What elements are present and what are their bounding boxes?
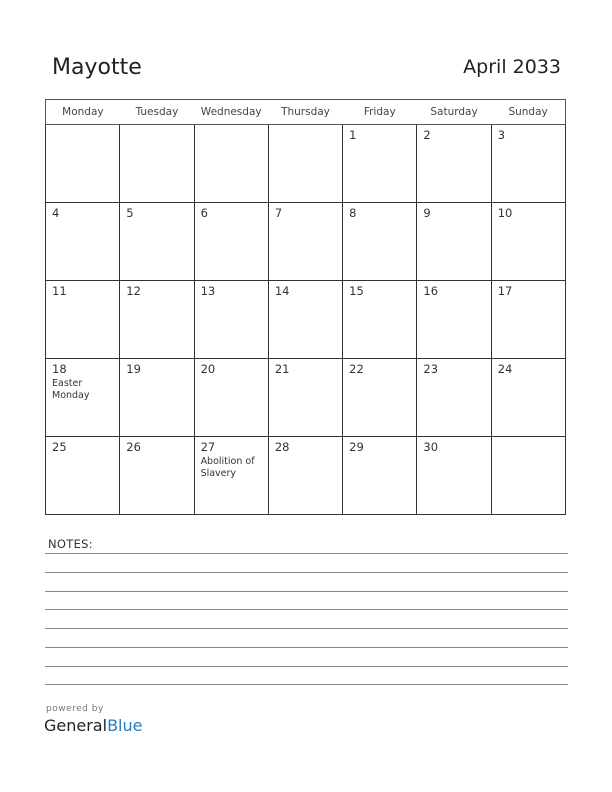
weekday-header-row [46,100,566,125]
day-cell [491,281,565,359]
day-number: 2 [423,128,431,142]
day-number: 11 [52,284,67,298]
day-cell [194,203,268,281]
week-row [46,437,566,515]
day-number: 30 [423,440,439,454]
day-cell [268,437,342,515]
day-number: 12 [126,284,141,298]
day-cell [343,125,417,203]
day-cell [343,359,417,437]
note-line [45,666,568,667]
note-line [45,553,568,554]
holiday-label: Easter Monday [52,378,90,401]
day-cell [491,125,565,203]
calendar-grid [45,99,566,515]
day-cell [194,281,268,359]
brand-blue: Blue [107,716,143,735]
note-line [45,684,568,685]
day-number: 21 [274,362,290,376]
day-number: 24 [497,362,513,376]
note-line [45,628,568,629]
week-row [46,281,566,359]
day-number: 26 [126,440,141,454]
weekday-header: Friday [343,100,417,125]
day-number: 4 [52,206,60,220]
holiday-label: Abolition of Slavery [200,456,255,479]
day-number: 6 [200,206,208,220]
note-line [45,647,568,648]
weekday-header: Saturday [417,100,491,125]
day-number: 19 [126,362,141,376]
day-cell [268,125,342,203]
day-number: 20 [200,362,216,376]
note-line [45,609,568,610]
day-cell [343,203,417,281]
day-number: 16 [423,284,439,298]
weekday-header: Wednesday [194,100,268,125]
brand-general: General [44,716,108,735]
notes-label: NOTES: [48,537,93,551]
day-number: 10 [497,206,513,220]
powered-by-text: powered by [46,704,104,714]
weekday-header: Thursday [268,100,342,125]
day-number: 8 [349,206,357,220]
day-cell [491,203,565,281]
day-cell [417,359,491,437]
day-cell [120,281,194,359]
day-cell [268,281,342,359]
day-cell [120,359,194,437]
weekday-header: Sunday [491,100,565,125]
day-number: 15 [349,284,364,298]
day-number [120,125,193,128]
day-cell [194,437,268,515]
day-number: 28 [274,440,290,454]
day-cell [194,359,268,437]
week-row [46,125,566,203]
day-cell [417,203,491,281]
day-cell [120,203,194,281]
week-row [46,359,566,437]
day-number: 22 [349,362,364,376]
day-number: 3 [497,128,506,142]
calendar-weeks [46,125,566,515]
day-cell [268,203,342,281]
day-number: 14 [274,284,290,298]
day-number [195,125,268,128]
day-cell [417,125,491,203]
day-number: 7 [274,206,283,220]
day-cell [417,281,491,359]
day-number: 25 [52,440,67,454]
day-number: 18 [52,362,67,376]
note-line [45,591,568,592]
day-cell [46,125,120,203]
note-line [45,572,568,573]
day-number [492,437,565,440]
calendar-month-title: April 2033 [463,56,561,78]
weekday-header: Tuesday [120,100,194,125]
day-cell [46,203,120,281]
day-cell [343,281,417,359]
day-number: 23 [423,362,439,376]
week-row [46,203,566,281]
day-number: 1 [349,128,357,142]
day-cell [194,125,268,203]
day-number: 13 [200,284,216,298]
day-number [269,125,342,128]
calendar-country-title: Mayotte [52,55,142,80]
day-cell [46,359,120,437]
day-cell [120,125,194,203]
day-cell [268,359,342,437]
day-cell [491,437,565,515]
day-number: 9 [423,206,431,220]
weekday-header: Monday [46,100,120,125]
day-cell [343,437,417,515]
day-number [46,125,119,128]
day-number: 5 [126,206,134,220]
day-cell [417,437,491,515]
day-cell [46,437,120,515]
day-cell [46,281,120,359]
day-number: 29 [349,440,364,454]
day-cell [491,359,565,437]
day-cell [120,437,194,515]
brand-logo[interactable] [44,716,142,735]
day-number: 27 [200,440,216,454]
day-number: 17 [497,284,513,298]
